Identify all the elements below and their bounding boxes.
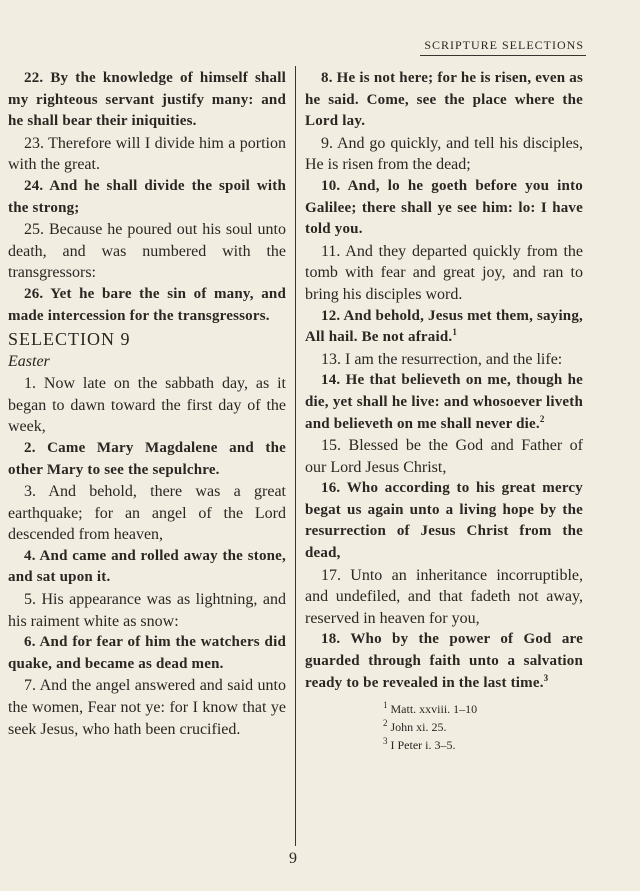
verse-text: 6. And for fear of him the watchers did quake, and became as dead men. (8, 634, 286, 672)
verse (305, 370, 583, 435)
verse-text: 7. And the angel answered and said unto the women, Fear not ye: for I know that ye seek Jesus, who hath been crucified. (8, 677, 286, 738)
verse-text: 25. Because he poured out his soul unto death, and was numbered with the transgressors: (8, 221, 286, 282)
verse-text: 3. And behold, there was a great earthquake; for an angel of the Lord descended from heaven, (8, 483, 286, 544)
verse (8, 284, 286, 327)
footnote-marker: 3 (543, 672, 549, 683)
header-rule (420, 55, 586, 56)
verse-text: 10. And, lo he goeth before you into Galilee; there shall ye see him: lo: I have told you. (305, 177, 583, 238)
verse-text: 9. And go quickly, and tell his disciples, He is risen from the dead; (305, 134, 583, 174)
verse-text: 17. Unto an inheritance incorruptible, and undefiled, and that fadeth not away, reserved in heaven for you, (305, 566, 583, 627)
verse (8, 373, 286, 438)
verse-text: 5. His appearance was as lightning, and his raiment white as snow: (8, 591, 286, 630)
right-verses (305, 68, 583, 694)
selection-heading: SELECTION 9 (8, 329, 131, 350)
footnote (383, 700, 583, 718)
footnote (383, 736, 583, 754)
selection-subtitle: Easter (8, 353, 50, 371)
verse (8, 675, 286, 740)
verse (8, 68, 286, 133)
verse-text: 22. By the knowledge of himself shall my righteous servant justify many: and he shall bear their iniquities. (8, 70, 286, 130)
verse-text: 24. And he shall divide the spoil with the strong; (8, 177, 286, 216)
footnotes (305, 700, 583, 754)
footnote-marker: 2 (539, 413, 545, 424)
verse-text: 16. Who according to his great mercy begat us again unto a living hope by the resurrection of Jesus Christ from the dead, (305, 480, 583, 562)
verse (8, 176, 286, 219)
verse-text: 18. Who by the power of God are guarded through faith unto a salvation ready to be revealed in the last time. (305, 631, 583, 691)
verse-text: 11. And they departed quickly from the tomb with fear and great joy, and ran to bring his disciples word. (305, 242, 583, 303)
verse (305, 241, 583, 306)
verse-text: 13. I am the resurrection, and the life: (321, 350, 563, 368)
verse (305, 435, 583, 478)
verse (305, 478, 583, 564)
verse-text: 23. Therefore will I divide him a portion with the great. (8, 134, 286, 174)
verse (8, 546, 286, 589)
verse-text: 2. Came Mary Magdalene and the other Mary to see the sepulchre. (8, 439, 286, 478)
verse (8, 219, 286, 284)
verse-text: 4. And came and rolled away the stone, and sat upon it. (8, 547, 286, 586)
footnote-mark: 3 (383, 736, 388, 747)
verse-text: 15. Blessed be the God and Father of our Lord Jesus Christ, (305, 437, 583, 476)
left-verses-bottom (8, 373, 286, 740)
running-header: SCRIPTURE SELECTIONS (424, 38, 584, 52)
verse (8, 481, 286, 546)
verse (305, 349, 583, 371)
left-column (8, 68, 286, 740)
verse (305, 629, 583, 694)
verse-text: 8. He is not here; for he is risen, even as he said. Come, see the place where the Lord lay. (305, 70, 583, 130)
verse (305, 68, 583, 133)
column-divider (295, 66, 296, 846)
verse (305, 133, 583, 176)
verse-text: 12. And behold, Jesus met them, saying, All hail. Be not afraid. (305, 307, 584, 346)
footnote-text: I Peter i. 3–5. (387, 738, 456, 753)
verse (8, 589, 286, 632)
right-column (305, 68, 583, 754)
verse (8, 133, 286, 176)
verse (8, 632, 286, 675)
footnote-marker: 1 (452, 327, 458, 338)
verse (305, 176, 583, 241)
footnote-mark: 2 (383, 718, 388, 729)
footnote-mark: 1 (383, 700, 388, 711)
verse-text: 1. Now late on the sabbath day, as it began to dawn toward the first day of the week, (8, 375, 286, 436)
verse (8, 438, 286, 481)
page-number: 9 (289, 850, 297, 867)
verse (305, 306, 583, 349)
footnote (383, 718, 583, 736)
left-verses-top (8, 68, 286, 327)
verse-text: 26. Yet he bare the sin of many, and made intercession for the transgressors. (8, 285, 286, 324)
verse (305, 565, 583, 630)
footnote-text: Matt. xxviii. 1–10 (387, 702, 478, 717)
verse-text: 14. He that believeth on me, though he die, yet shall he live: and whosoever liveth and believeth on me shall never die. (305, 372, 583, 432)
footnote-text: John xi. 25. (387, 720, 447, 735)
